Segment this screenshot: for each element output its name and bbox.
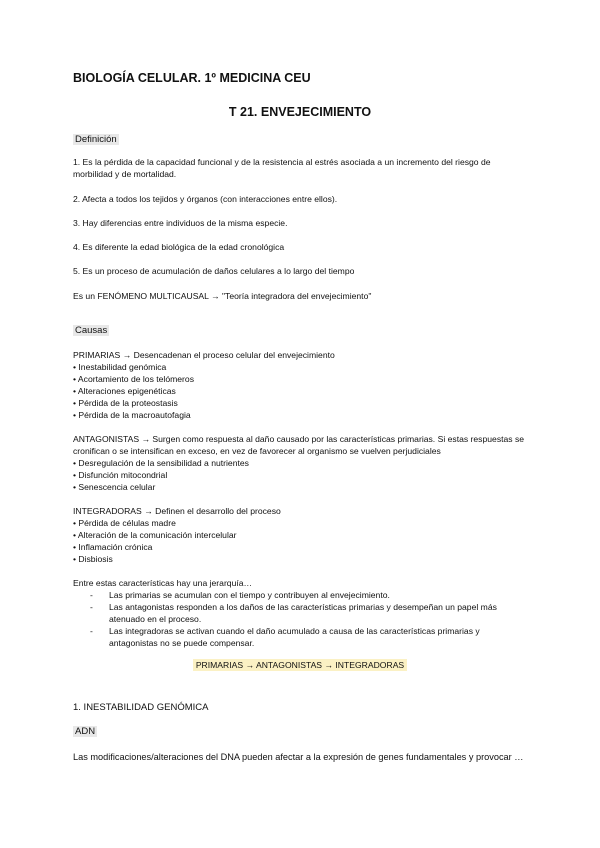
list-item: • Acortamiento de los telómeros: [73, 374, 194, 384]
hierarchy-chain: PRIMARIAS → ANTAGONISTAS → INTEGRADORAS: [0, 660, 600, 670]
list-item: • Alteraciones epigenéticas: [73, 386, 176, 396]
integradoras-label: INTEGRADORAS → Definen el desarrollo del proceso: [73, 506, 281, 516]
page-title: T 21. ENVEJECIMIENTO: [228, 105, 372, 119]
definition-item-3: 3. Hay diferencias entre individuos de la misma especie.: [73, 218, 288, 228]
definition-item-1: 1. Es la pérdida de la capacidad funcional y de la resistencia al estrés asociada a un incremento del riesgo de morbilidad y de mortalidad.: [73, 157, 491, 179]
section-heading-inestabilidad: 1. INESTABILIDAD GENÓMICA: [73, 702, 209, 713]
list-item: • Pérdida de la macroautofagia: [73, 410, 191, 420]
list-item: • Desregulación de la sensibilidad a nutrientes: [73, 458, 249, 468]
definition-item-5: 5. Es un proceso de acumulación de daños celulares a lo largo del tiempo: [73, 266, 355, 276]
dash-bullet: -: [90, 626, 93, 636]
integradoras-list: [73, 517, 237, 565]
list-item: • Pérdida de la proteostasis: [73, 398, 178, 408]
definition-item-2: 2. Afecta a todos los tejidos y órganos (con interacciones entre ellos).: [73, 194, 338, 204]
dash-bullet: -: [90, 602, 93, 612]
adn-paragraph: Las modificaciones/alteraciones del DNA pueden afectar a la expresión de genes fundamentales y provocar …: [73, 752, 524, 762]
list-item: - Las integradoras se activan cuando el daño acumulado a causa de las características primarias y antagonistas no se puede compensar.: [90, 626, 480, 648]
antagonistas-list: [73, 457, 249, 493]
definition-summary: Es un FENÓMENO MULTICAUSAL → "Teoría integradora del envejecimiento": [73, 291, 372, 301]
section-heading-causas: Causas: [75, 325, 108, 336]
dash-bullet: -: [90, 590, 93, 600]
section-heading-definicion: Definición: [75, 134, 117, 145]
list-item: • Senescencia celular: [73, 482, 156, 492]
list-item: • Inestabilidad genómica: [73, 362, 167, 372]
list-item: • Inflamación crónica: [73, 542, 153, 552]
primarias-list: [73, 361, 194, 421]
jerarquia-intro: Entre estas características hay una jerarquía…: [73, 578, 253, 588]
definition-item-4: 4. Es diferente la edad biológica de la edad cronológica: [73, 242, 285, 252]
list-item: - Las antagonistas responden a los daños de las características primarias y desempeñan un papel más atenuado en el proceso.: [90, 602, 497, 624]
list-item: - Las primarias se acumulan con el tiempo y contribuyen al envejecimiento.: [90, 590, 390, 600]
list-item: • Pérdida de células madre: [73, 518, 176, 528]
list-item: • Disfunción mitocondrial: [73, 470, 168, 480]
jerarquia-list: [90, 589, 530, 649]
primarias-label: PRIMARIAS → Desencadenan el proceso celular del envejecimiento: [73, 350, 335, 360]
subheading-adn: ADN: [75, 726, 96, 737]
list-item: • Disbiosis: [73, 554, 113, 564]
list-item: • Alteración de la comunicación intercelular: [73, 530, 237, 540]
course-header: BIOLOGÍA CELULAR. 1º MEDICINA CEU: [73, 71, 311, 85]
antagonistas-label: ANTAGONISTAS → Surgen como respuesta al daño causado por las características primarias. Si estas respuestas se cronifican o se intensifican en exceso, en vez de favorecer al organismo se vuelven perjudiciales: [73, 434, 525, 456]
